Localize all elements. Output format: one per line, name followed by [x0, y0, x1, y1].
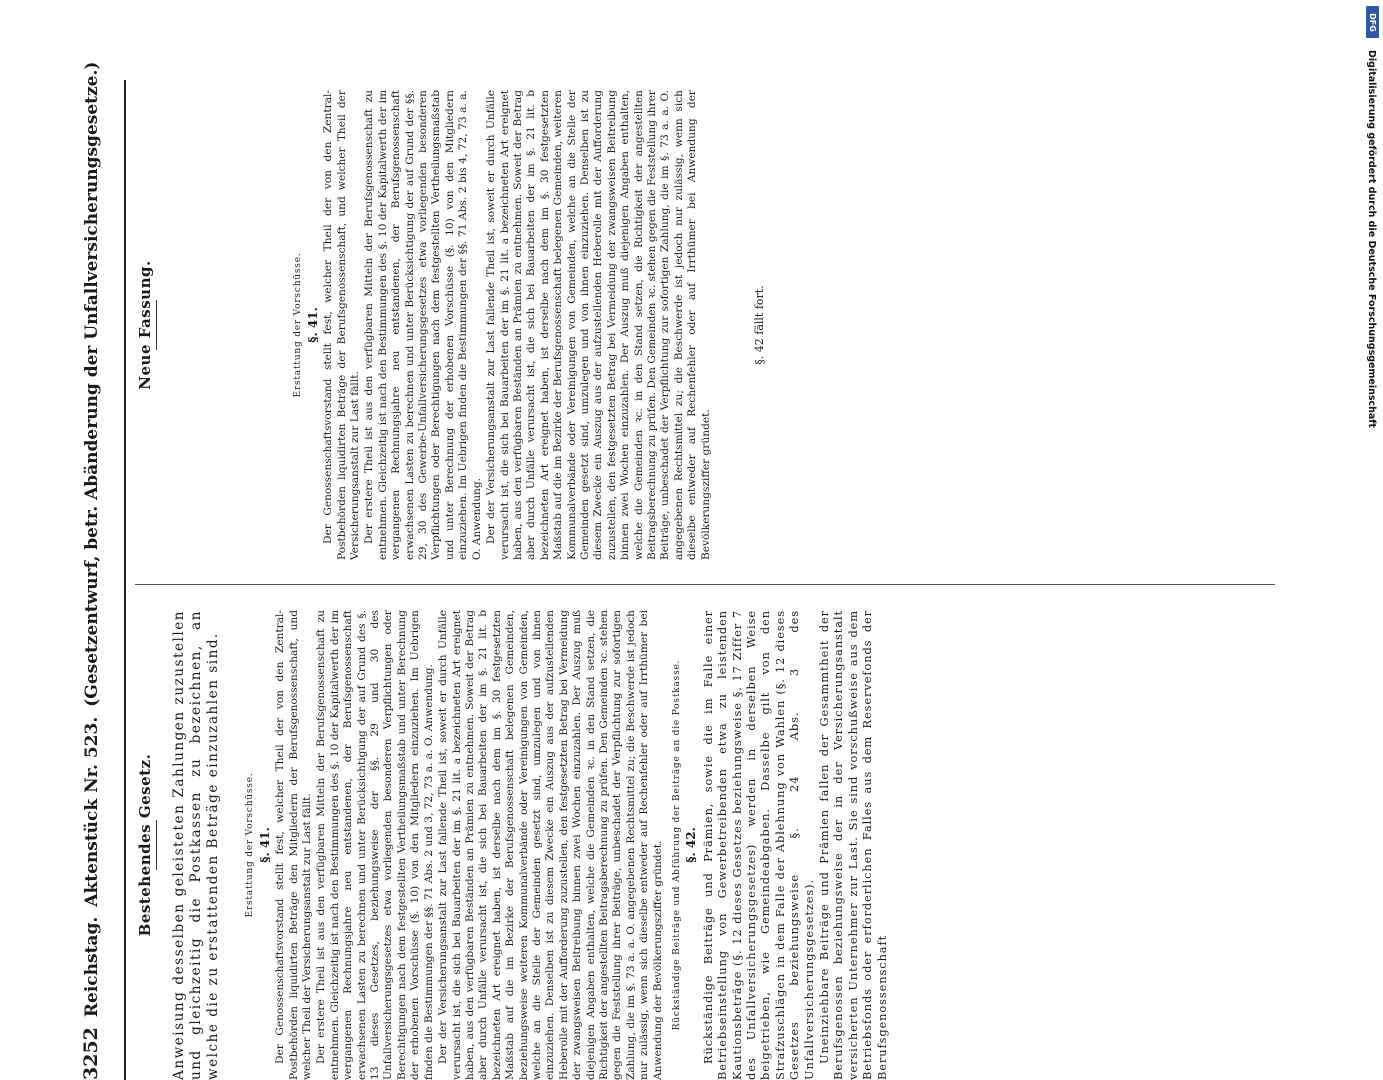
right-column-heading: Neue Fassung.	[139, 90, 157, 560]
paragraph: Der erstere Theil ist aus den verfügbaren Mitteln der Berufsgenossenschaft zu entnehmen. Gleichzeitig ist nach den Bestimmungen des §. 10 der Kapitalwerth der im vergangenen Rechnungsjahre neu entstandenen, der Berufsgenossenschaft erwachsenen Lasten zu berechnen und unter Berücksichtigung der auf Grund der §§. 29, 30 des Gewerbe-Unfallversicherungsgesetzes etwa vorliegenden besonderen Verpflichtungen oder Berechtigungen nach dem festgestellten Vertheilungsmaßstab und unter Berechnung der erhobenen Vorschüsse (§. 10) von den Mitgliedern einzuziehen. Im Uebrigen finden die Bestimmungen der §§. 71 Abs. 2 bis 4, 72, 73 a. a. O. Anwendung.	[363, 90, 483, 560]
section-removed-note: §. 42 fällt fort.	[753, 285, 766, 365]
caption: Erstattung der Vorschüsse.	[293, 252, 304, 398]
document-number: Aktenstück Nr. 523.	[82, 716, 102, 907]
dfg-logo	[1366, 6, 1379, 38]
digitization-text: Digitalisierung gefördert durch die Deutsche Forschungsgemeinschaft	[1366, 50, 1377, 428]
document-title: (Gesetzentwurf, betr. Abänderung der Unfallversicherungsgesetze.)	[82, 61, 102, 707]
paragraph: Der der Versicherungsanstalt zur Last fallende Theil ist, soweit er durch Unfälle verursacht ist, die sich bei Bauarbeiten der im §. 21 lit. a bezeichneten Art ereignet haben, aus den verfügbaren Beständen an Prämien zu entnehmen. Soweit der Betrag aber durch Unfälle verursacht ist, die sich bei Bauarbeiten der im §. 21 lit. b bezeichneten Art ereignet haben, ist derselbe nach dem im §. 30 festgesetzten Maßstab auf die im Bezirke der Berufsgenossenschaft belegenen Gemeinden, beziehungsweise weiteren Kommunalverbände oder Vereinigungen von Gemeinden, welche an die Stelle der Gemeinden gesetzt sind, umzulegen und von ihnen einzuziehen. Denselben ist zu diesem Zwecke ein Auszug aus der aufzustellenden Heberolle mit der Aufforderung zuzustellen, den festgesetzten Betrag bei Vermeidung der zwangsweisen Beitreibung binnen zwei Wochen einzuzahlen. Der Auszug muß diejenigen Angaben enthalten, welche die Gemeinden ꝛc. in den Stand setzen, die Richtigkeit der angestellten Beitragsberechnung zu prüfen. Den Gemeinden ꝛc. stehen gegen die Feststellung ihrer Beiträge, unbeschadet der Verpflichtung zur sofortigen Zahlung, die im §. 73 a. a. O. angegebenen Rechtsmittel zu; die Beschwerde ist jedoch nur zulässig, wenn sich dieselbe entweder auf Rechenfehler oder auf Irrthümer bei Anwendung der Bevölkerungsziffer gründet.	[437, 610, 664, 1080]
document-page	[80, 61, 1360, 1080]
dfg-logo-text: DFG	[1368, 12, 1378, 32]
left-column	[135, 610, 890, 1080]
paragraph: Der Genossenschaftsvorstand stellt fest, welcher Theil der von den Zentral-Postbehörden liquidirten Beträge der Berufsgenossenschaft, und welcher Theil der Versicherungsanstalt zur Last fällt.	[322, 90, 362, 560]
paragraph: Der Genossenschaftsvorstand stellt fest, welcher Theil der von den Zentral-Postbehörden liquidirten Beträge den Mitgliedern der Berufsgenossenschaft, und welcher Theil der Versicherungsanstalt zur Last fällt.	[274, 610, 314, 1080]
right-column	[135, 90, 766, 560]
left-column-heading: Bestehendes Gesetz.	[139, 610, 157, 1080]
paragraph: Der der Versicherungsanstalt zur Last fallende Theil ist, soweit er durch Unfälle verursacht ist, die sich bei Bauarbeiten der im §. 21 lit. a bezeichneten Art ereignet haben, aus den verfügbaren Beständen an Prämien zu entnehmen. Soweit der Betrag aber durch Unfälle verursacht ist, die sich bei Bauarbeiten der im §. 21 lit. b bezeichneten Art ereignet haben, ist derselbe nach dem im §. 30 festgesetzten Maßstab auf die im Bezirke der Berufsgenossenschaft belegenen Gemeinden, weiteren Kommunalverbände oder Vereinigungen von Gemeinden, welche an die Stelle der Gemeinden gesetzt sind, umzulegen und von ihnen einzuziehen. Denselben ist zu diesem Zwecke ein Auszug aus der aufzustellenden Heberolle mit der Aufforderung zuzustellen, den festgesetzten Betrag bei Vermeidung der zwangsweisen Beitreibung binnen zwei Wochen einzuzahlen. Der Auszug muß diejenigen Angaben enthalten, welche die Gemeinden ꝛc. in den Stand setzen, die Richtigkeit der angestellten Beitragsberechnung zu prüfen. Den Gemeinden ꝛc. stehen gegen die Feststellung ihrer Beiträge, unbeschadet der Verpflichtung zur sofortigen Zahlung, die im §. 73 a. a. O. angegebenen Rechtsmittel zu; die Beschwerde ist jedoch nur zulässig, wenn sich dieselbe entweder auf Rechenfehler oder auf Irrthümer bei Anwendung der Bevölkerungsziffer gründet.	[485, 90, 712, 560]
page-number: 3252	[80, 1027, 102, 1080]
column-divider	[135, 584, 1275, 585]
running-head	[80, 61, 126, 1080]
caption: Rückständige Beiträge und Abführung der Beiträge an die Postkasse.	[672, 659, 682, 1031]
intro-text: Anweisung desselben geleisteten Zahlungen zuzustellen und gleichzeitig die Postkassen zu bezeichnen, an welche die zu erstattenden Beträge einzuzahlen sind.	[171, 610, 222, 1080]
section-number: §. 41.	[305, 307, 320, 343]
paragraph: Uneinziehbare Beiträge und Prämien fallen der Gesammtheit der Berufsgenossen beziehungsweise der in der Versicherungsanstalt versicherten Unternehmer zur Last. Sie sind vorschußweise aus dem Betriebsfonds oder erforderlichen Falles aus dem Reservefonds der Berufsgenossenschaft	[817, 610, 889, 1080]
publication-name: Reichstag.	[82, 916, 102, 1018]
section-number: §. 42.	[684, 827, 699, 863]
digitization-note	[1365, 6, 1379, 996]
caption: Erstattung der Vorschüsse.	[245, 772, 256, 918]
paragraph: Rückständige Beiträge und Prämien, sowie die im Falle einer Betriebseinstellung von Gewerbetreibenden etwa zu leistenden Kautionsbeträge (§. 12 dieses Gesetzes beziehungsweise §. 17 Ziffer 7 des Unfallversicherungsgesetzes) werden in derselben Weise beigetrieben, wie Gemeindeabgaben. Dasselbe gilt von den Strafzuschlägen in dem Falle der Ablehnung von Wahlen (§. 12 dieses Gesetzes beziehungsweise §. 24 Abs. 3 des Unfallversicherungsgesetzes).	[700, 610, 816, 1080]
paragraph: Der erstere Theil ist aus den verfügbaren Mitteln der Berufsgenossenschaft zu entnehmen. Gleichzeitig ist nach den Bestimmungen des §. 10 der Kapitalwerth der im vergangenen Rechnungsjahre neu entstandenen, der Berufsgenossenschaft erwachsenen Lasten zu berechnen und unter Berücksichtigung der auf Grund des §. 13 dieses Gesetzes, beziehungsweise der §§. 29 und 30 des Unfallversicherungsgesetzes etwa vorliegenden besonderen Verpflichtungen oder Berechtigungen nach dem festgestellten Vertheilungsmaßstab und unter Berechnung der erhobenen Vorschüsse (§. 10) von den Mitgliedern einzuziehen. Im Uebrigen finden die Bestimmungen der §§. 71 Abs. 2 und 3, 72, 73 a. a. O. Anwendung.	[315, 610, 435, 1080]
section-number: §. 41.	[257, 827, 272, 863]
